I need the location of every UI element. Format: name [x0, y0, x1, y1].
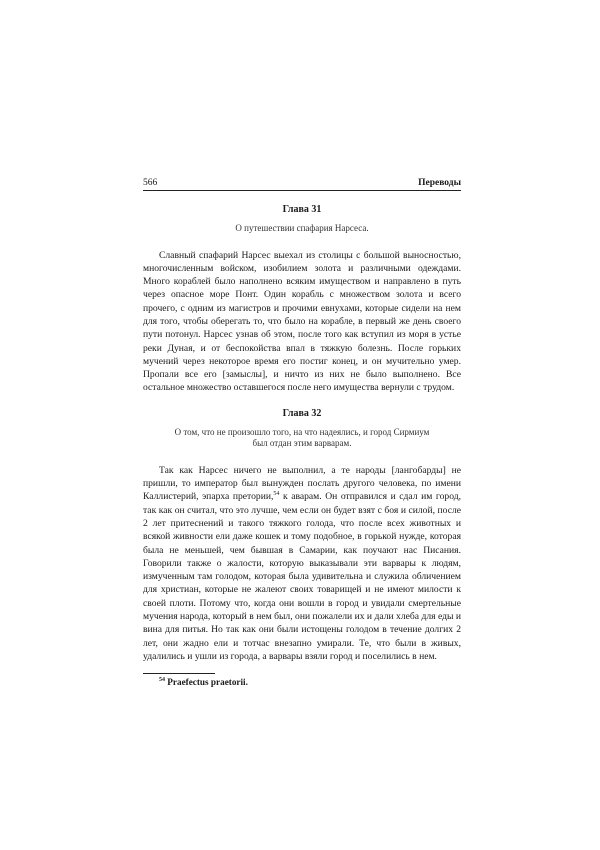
- chapter-31-subtitle: О путешествии спафария Нарсеса.: [235, 223, 369, 233]
- chapter-31-title: Глава 31: [282, 204, 322, 215]
- page-number: 566: [143, 178, 158, 188]
- footnote-reference[interactable]: 54: [273, 491, 280, 498]
- chapter-32-text: [143, 464, 461, 663]
- chapter-32-text-part2: к аварам. Он отправился и сдал им город, так как он считал, что это лучше, чем если он будет взят с боя и силой, после 2 лет притеснений и такого тяжкого голода, что после всех животных и всякой живности ели даже кошек и тому подобное, в горькой нужде, которая была не меньшей, чем бывшая в Самарии, как поучают нас Писания. Говорили также о жалости, которую выказывали эти варвары к людям, измученным там голодом, которая была удивительна и служила обличением для христиан, которые не жалеют своих товарищей и не имеют милости к своей плоти. Потому что, когда они вошли в город и увидали смертельные мучения народа, который в нем был, они пожалели их и дали хлеба для еды и вина для питья. Но так как они были истощены голодом в течение долгих 2 лет, они жадно ели и тотчас внезапно умирали. Те, что были в живых, удалились и ушли из города, а варвары взяли город и поселились в нем.: [143, 491, 461, 662]
- footnote-number: 54: [159, 676, 165, 683]
- running-title: Переводы: [418, 178, 461, 188]
- footnote-text: Praefectus praetorii.: [167, 676, 248, 687]
- footnote-divider: [143, 673, 215, 674]
- footnote: [143, 677, 461, 687]
- book-page: [143, 178, 461, 687]
- chapter-32-text-part1: Так как Нарсес ничего не выполнил, а те народы [лангобарды] не пришли, то император был вынужден послать другого человека, по имени Каллистерий, эпарха претории,: [143, 464, 461, 503]
- running-head: [143, 178, 461, 191]
- chapter-31-text: Славный спафарий Нарсес выехал из столицы с большой выносностью, многочисленным войском, изобилием золота и различными одеждами. Много кораблей было наполнено всяким имуществом и направлено в путь через опасное море Понт. Один корабль с множеством золота и всего прочего, с одним из магистров и прочими евнухами, которые сидели на нем для того, чтобы оберегать то, что было на корабле, в первый же день своего пути потонул. Нарсес узнав об этом, после того как вступил из моря в устье реки Дуная, и от беспокойства впал в тяжкую болезнь. После горьких мучений через некоторое время его постиг конец, и он мучительно умер. Пропали все его [замыслы], и ничто из них не было выполнено. Все остальное множество оставшегося после него имущества вернули с трудом.: [143, 249, 461, 394]
- chapter-32-subtitle: О том, что не произошло того, на что надеялись, и город Сирмиум был отдан этим варварам.: [174, 426, 430, 449]
- chapter-32-title: Глава 32: [282, 407, 322, 419]
